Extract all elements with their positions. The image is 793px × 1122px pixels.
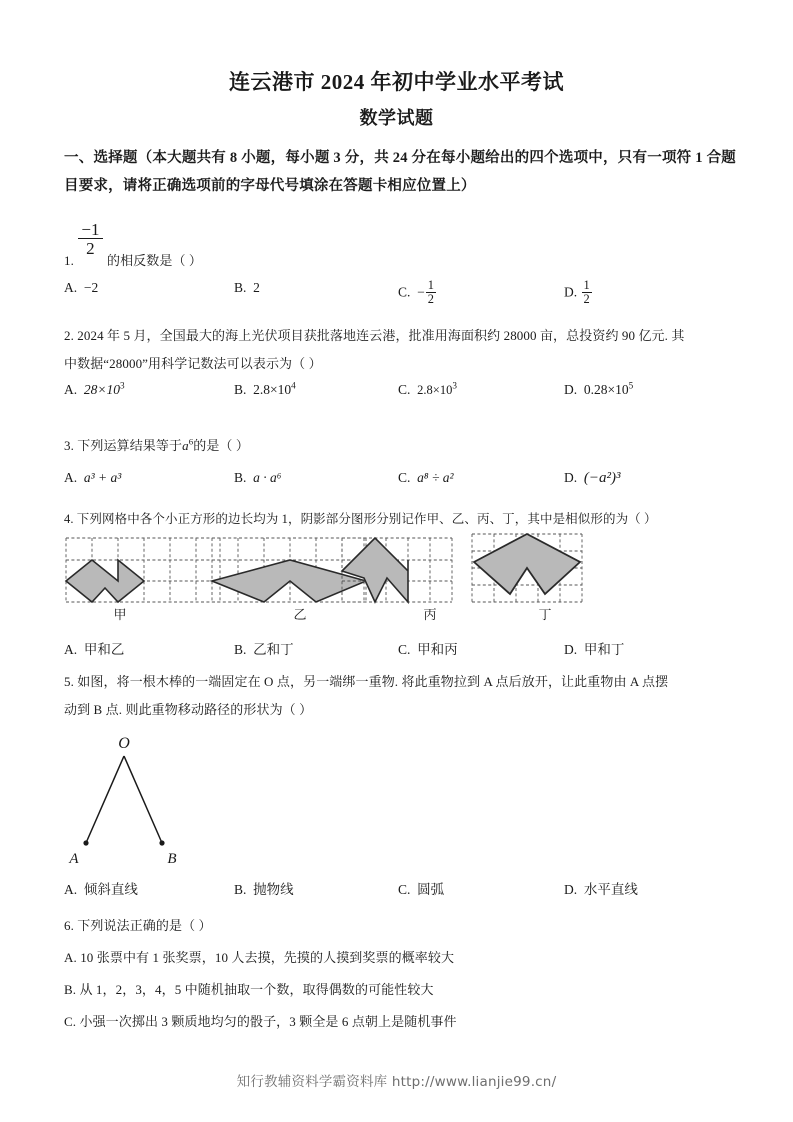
- option-letter: D.: [564, 470, 578, 485]
- option-exponent: 4: [291, 380, 296, 391]
- option-exponent: 3: [452, 380, 457, 391]
- option-letter: B.: [234, 470, 247, 485]
- figure-jia: [64, 536, 222, 604]
- point-label-A: A: [69, 851, 79, 867]
- section-heading: 一、选择题（本大题共有 8 小题，每小题 3 分，共 24 分在每小题给出的四个选项中，只有一项符 1 合题目要求，请将正确选项前的字母代号填涂在答题卡相应位置上）: [64, 150, 736, 194]
- option-3-B[interactable]: [234, 470, 281, 486]
- option-text: 28×10: [83, 382, 120, 397]
- option-letter: B.: [234, 280, 247, 295]
- option-3-C[interactable]: [398, 470, 454, 486]
- option-3-D[interactable]: [564, 470, 620, 487]
- question-3-stem-post: 的是（ ）: [193, 438, 249, 453]
- option-2-C[interactable]: [398, 382, 457, 398]
- option-text: a⁸ ÷ a²: [417, 470, 454, 485]
- option-3-A[interactable]: [64, 470, 121, 486]
- option-4-C[interactable]: [398, 638, 458, 658]
- question-1-stem: [64, 220, 464, 274]
- figure-label-ding: 丁: [538, 607, 552, 622]
- option-exponent: 5: [628, 380, 634, 391]
- option-text: −2: [83, 280, 99, 295]
- option-2-D[interactable]: [564, 382, 633, 398]
- option-5-C[interactable]: [398, 878, 444, 898]
- option-1-D[interactable]: [564, 280, 593, 307]
- option-text: 甲和乙: [83, 642, 125, 657]
- option-letter: C.: [398, 382, 411, 397]
- page-title: 连云港市 2024 年初中学业水平考试: [229, 70, 564, 94]
- option-6-A[interactable]: A. 10 张票中有 1 张奖票，10 人去摸，先摸的人摸到奖票的概率较大: [64, 950, 455, 965]
- figure-ding: [470, 532, 600, 604]
- option-text: −: [417, 284, 425, 300]
- option-letter: D.: [564, 882, 578, 897]
- page-subtitle: 数学试题: [359, 108, 434, 128]
- option-6-B[interactable]: B. 从 1，2，3，4，5 中随机抽取一个数，取得偶数的可能性较大: [64, 982, 434, 997]
- option-letter: C.: [398, 284, 411, 300]
- question-2-line2: 中数据“28000”用科学记数法可以表示为（ ）: [64, 356, 322, 371]
- figure-bing: [340, 536, 462, 604]
- option-letter: A.: [64, 382, 78, 397]
- option-letter: C.: [398, 470, 411, 485]
- option-letter: B.: [234, 642, 247, 657]
- option-letter: B.: [234, 382, 247, 397]
- option-letter: D.: [564, 284, 578, 300]
- question-1-number: 1.: [64, 253, 74, 268]
- option-1-C[interactable]: [398, 280, 437, 307]
- option-letter: C.: [398, 882, 411, 897]
- option-5-D[interactable]: [564, 878, 638, 898]
- fraction-denominator: 2: [86, 239, 95, 258]
- option-letter: B.: [234, 882, 247, 897]
- option-5-A[interactable]: [64, 878, 138, 898]
- option-4-A[interactable]: [64, 638, 124, 658]
- point-label-O: O: [118, 735, 130, 752]
- option-text: (−a²)³: [583, 470, 621, 486]
- question-5-line1: 5. 如图，将一根木棒的一端固定在 O 点，另一端绑一重物. 将此重物拉到 A 点后放开，让此重物由 A 点摆: [64, 674, 669, 689]
- point-label-B: B: [167, 851, 177, 867]
- question-4-stem: 4. 下列网格中各个小正方形的边长均为 1，阴影部分图形分别记作甲、乙、丙、丁，其中是相似形的为（ ）: [64, 512, 657, 526]
- option-text: 抛物线: [253, 882, 294, 897]
- option-text: 倾斜直线: [83, 882, 138, 897]
- page-footer: 知行教辅资料学霸资料库 http://www.lianjie99.cn/: [236, 1074, 557, 1090]
- question-3-variable: a: [182, 438, 189, 453]
- option-letter: A.: [64, 882, 78, 897]
- option-fraction: $\frac{1}{2}$: [427, 278, 434, 306]
- option-text: 圆弧: [417, 882, 445, 897]
- question-3-stem-pre: 3. 下列运算结果等于: [64, 438, 183, 453]
- figure-label-bing: 丙: [423, 607, 437, 622]
- option-6-C[interactable]: C. 小强一次掷出 3 颗质地均匀的骰子，3 颗全是 6 点朝上是随机事件: [64, 1014, 457, 1029]
- option-1-B[interactable]: [234, 280, 260, 296]
- option-text: 甲和丙: [417, 642, 458, 657]
- option-text: 乙和丁: [253, 642, 294, 657]
- option-4-D[interactable]: [564, 638, 624, 658]
- option-letter: A.: [64, 280, 78, 295]
- option-letter: C.: [398, 642, 411, 657]
- option-text: 2.8×10: [417, 383, 453, 397]
- option-text: a · a⁶: [253, 470, 282, 485]
- option-text: 2: [253, 280, 260, 295]
- option-2-A[interactable]: [64, 382, 125, 398]
- option-letter: A.: [64, 470, 78, 485]
- option-text: 2.8×10: [253, 382, 292, 397]
- figure-label-yi: 乙: [293, 607, 307, 622]
- option-2-B[interactable]: [234, 382, 296, 398]
- option-exponent: 3: [120, 380, 125, 391]
- question-3-stem: [64, 432, 564, 459]
- option-letter: A.: [64, 642, 78, 657]
- option-text: 0.28×10: [583, 382, 629, 397]
- pendulum-diagram: [60, 730, 300, 870]
- option-text: 水平直线: [583, 882, 638, 897]
- figure-label-jia: 甲: [113, 607, 127, 622]
- option-1-A[interactable]: [64, 280, 98, 296]
- question-6-stem: 6. 下列说法正确的是（ ）: [64, 918, 212, 933]
- option-text: a³ + a³: [83, 470, 122, 485]
- option-letter: D.: [564, 382, 578, 397]
- option-4-B[interactable]: [234, 638, 294, 658]
- option-5-B[interactable]: [234, 878, 294, 898]
- question-3-exponent: 6: [188, 436, 194, 447]
- option-letter: D.: [564, 642, 578, 657]
- question-5-line2: 动到 B 点. 则此重物移动路径的形状为（ ）: [64, 702, 313, 717]
- question-1-fraction: [78, 221, 102, 258]
- question-1-stem-text: 的相反数是（ ）: [106, 253, 203, 268]
- fraction-numerator: −1: [78, 221, 102, 239]
- question-2-line1: 2. 2024 年 5 月，全国最大的海上光伏项目获批落地连云港，批准用海面积约 28000 亩，总投资约 90 亿元. 其: [64, 328, 685, 343]
- option-fraction: $\frac{1}{2}$: [583, 278, 590, 306]
- option-text: 甲和丁: [583, 642, 625, 657]
